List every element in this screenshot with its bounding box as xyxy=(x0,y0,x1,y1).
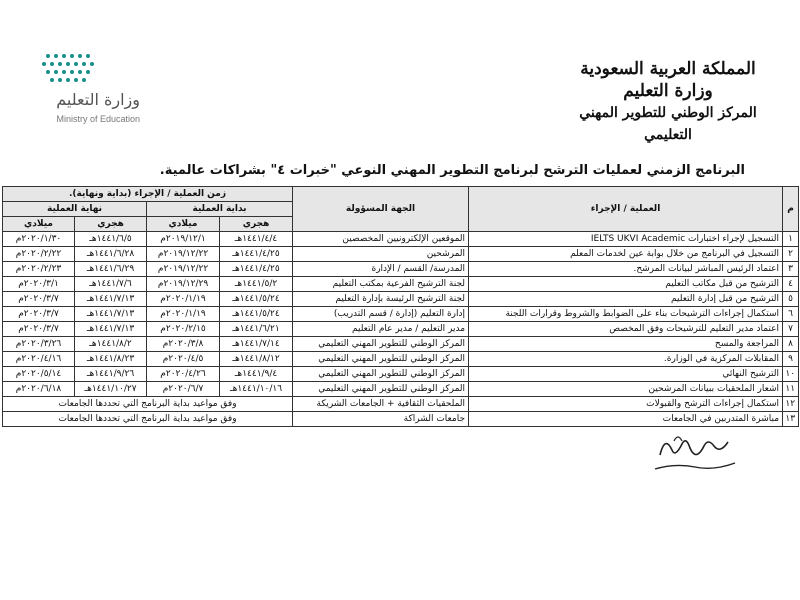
schedule-body xyxy=(3,232,799,427)
row-end-hijri: ١٤٤١/٧/١٣هـ xyxy=(75,292,147,307)
ministry-logo-english: Ministry of Education xyxy=(56,114,140,124)
header-action: العملية / الإجراء xyxy=(469,187,783,232)
row-end-gregorian: ٢٠٢٠/٣/٧م xyxy=(3,292,75,307)
row-responsible: المرشحين xyxy=(293,247,469,262)
header-num: م xyxy=(783,187,799,232)
row-responsible: المدرسة/ القسم / الإدارة xyxy=(293,262,469,277)
row-responsible: لجنة الترشيح الرئيسة بإدارة التعليم xyxy=(293,292,469,307)
row-action: الترشيح من قبل مكاتب التعليم xyxy=(469,277,783,292)
row-action: الترشيح النهائي xyxy=(469,367,783,382)
document-header xyxy=(0,0,800,150)
row-start-gregorian: ٢٠٢٠/٢/١٥م xyxy=(147,322,220,337)
table-row xyxy=(3,352,799,367)
row-num: ١١ xyxy=(783,382,799,397)
row-start-gregorian: ٢٠٢٠/٦/٧م xyxy=(147,382,220,397)
row-responsible: إدارة التعليم (إدارة / قسم التدريب) xyxy=(293,307,469,322)
row-end-gregorian: ٢٠٢٠/٣/١م xyxy=(3,277,75,292)
row-start-hijri: ١٤٤١/٤/٢٥هـ xyxy=(220,262,293,277)
row-num: ١٠ xyxy=(783,367,799,382)
row-timing-note: وفق مواعيد بداية البرنامج التي تحددها الجامعات xyxy=(3,412,293,427)
row-responsible: الملحقيات الثقافية + الجامعات الشريكة xyxy=(293,397,469,412)
row-end-gregorian: ٢٠٢٠/١/٣٠م xyxy=(3,232,75,247)
ministry-name: وزارة التعليم xyxy=(623,81,713,101)
table-row xyxy=(3,277,799,292)
row-end-hijri: ١٤٤١/٦/٢٨هـ xyxy=(75,247,147,262)
row-action: استكمال إجراءات الترشيحات بناء على الضوابط والشروط وقرارات اللجنة xyxy=(469,307,783,322)
row-responsible: المركز الوطني للتطوير المهني التعليمي xyxy=(293,367,469,382)
row-end-hijri: ١٤٤١/٨/٢٣هـ xyxy=(75,352,147,367)
table-row xyxy=(3,322,799,337)
table-row xyxy=(3,292,799,307)
table-row xyxy=(3,397,799,412)
row-responsible: مدير التعليم / مدير عام التعليم xyxy=(293,322,469,337)
row-timing-note: وفق مواعيد بداية البرنامج التي تحددها الجامعات xyxy=(3,397,293,412)
row-end-gregorian: ٢٠٢٠/٣/٧م xyxy=(3,322,75,337)
row-end-hijri: ١٤٤١/٦/٥هـ xyxy=(75,232,147,247)
row-action: المقابلات المركزية في الوزارة. xyxy=(469,352,783,367)
header-responsible: الجهة المسؤولة xyxy=(293,187,469,232)
ministry-logo-arabic: وزارة التعليم xyxy=(56,90,140,109)
row-start-gregorian: ٢٠١٩/١٢/٢٢م xyxy=(147,247,220,262)
table-row xyxy=(3,337,799,352)
header-end-gregorian: ميلادي xyxy=(3,217,75,232)
row-end-gregorian: ٢٠٢٠/٣/٢٦م xyxy=(3,337,75,352)
row-responsible: المركز الوطني للتطوير المهني التعليمي xyxy=(293,337,469,352)
row-action: الترشيح من قبل إدارة التعليم xyxy=(469,292,783,307)
row-end-gregorian: ٢٠٢٠/٦/١٨م xyxy=(3,382,75,397)
row-start-hijri: ١٤٤١/٤/٤هـ xyxy=(220,232,293,247)
row-start-gregorian: ٢٠١٩/١٢/١م xyxy=(147,232,220,247)
row-end-hijri: ١٤٤١/٩/٢٦هـ xyxy=(75,367,147,382)
row-num: ٥ xyxy=(783,292,799,307)
row-action: المراجعة والمسح xyxy=(469,337,783,352)
row-num: ٦ xyxy=(783,307,799,322)
row-end-hijri: ١٤٤١/٧/١٣هـ xyxy=(75,307,147,322)
row-start-hijri: ١٤٤١/٧/١٤هـ xyxy=(220,337,293,352)
table-row xyxy=(3,232,799,247)
row-num: ٣ xyxy=(783,262,799,277)
schedule-table xyxy=(2,186,799,427)
row-end-hijri: ١٤٤١/٨/٢هـ xyxy=(75,337,147,352)
row-end-gregorian: ٢٠٢٠/٢/٢٢م xyxy=(3,247,75,262)
row-action: اعتماد مدير التعليم للترشيحات وفق المخصص xyxy=(469,322,783,337)
row-start-hijri: ١٤٤١/٨/١٢هـ xyxy=(220,352,293,367)
table-row xyxy=(3,247,799,262)
row-end-gregorian: ٢٠٢٠/٣/٧م xyxy=(3,307,75,322)
row-action: مباشرة المتدربين في الجامعات xyxy=(469,412,783,427)
row-start-hijri: ١٤٤١/٤/٢٥هـ xyxy=(220,247,293,262)
row-num: ١٣ xyxy=(783,412,799,427)
table-row xyxy=(3,367,799,382)
kingdom-name: المملكة العربية السعودية xyxy=(580,59,756,79)
header-start-hijri: هجري xyxy=(220,217,293,232)
row-end-hijri: ١٤٤١/١٠/٢٧هـ xyxy=(75,382,147,397)
row-responsible: المركز الوطني للتطوير المهني التعليمي xyxy=(293,352,469,367)
header-end-hijri: هجري xyxy=(75,217,147,232)
row-action: التسجيل في البرنامج من خلال بوابة عين لخدمات المعلم xyxy=(469,247,783,262)
header-time: زمن العملية / الإجراء (بداية ونهاية). xyxy=(3,187,293,202)
header-start-gregorian: ميلادي xyxy=(147,217,220,232)
row-start-gregorian: ٢٠٢٠/٣/٨م xyxy=(147,337,220,352)
row-action: استكمال إجراءات الترشح والقبولات xyxy=(469,397,783,412)
table-row xyxy=(3,262,799,277)
row-start-hijri: ١٤٤١/٥/٢٤هـ xyxy=(220,307,293,322)
row-start-gregorian: ٢٠٢٠/٤/٢٦م xyxy=(147,367,220,382)
table-row xyxy=(3,307,799,322)
row-start-hijri: ١٤٤١/٦/٢١هـ xyxy=(220,322,293,337)
row-responsible: المركز الوطني للتطوير المهني التعليمي xyxy=(293,382,469,397)
row-start-hijri: ١٤٤١/٥/٢٤هـ xyxy=(220,292,293,307)
row-start-gregorian: ٢٠٢٠/١/١٩م xyxy=(147,292,220,307)
row-end-gregorian: ٢٠٢٠/٤/١٦م xyxy=(3,352,75,367)
row-num: ١ xyxy=(783,232,799,247)
row-start-gregorian: ٢٠١٩/١٢/٢٩م xyxy=(147,277,220,292)
table-row xyxy=(3,382,799,397)
row-num: ٨ xyxy=(783,337,799,352)
row-start-hijri: ١٤٤١/٥/٢هـ xyxy=(220,277,293,292)
row-responsible: جامعات الشراكة xyxy=(293,412,469,427)
row-responsible: الموقعين الإلكترونيين المخصصين xyxy=(293,232,469,247)
header-end: نهاية العملية xyxy=(3,202,147,217)
ministry-logo xyxy=(30,52,140,137)
header-start: بداية العملية xyxy=(147,202,293,217)
row-end-hijri: ١٤٤١/٦/٢٩هـ xyxy=(75,262,147,277)
row-num: ٢ xyxy=(783,247,799,262)
row-start-gregorian: ٢٠٢٠/٤/٥م xyxy=(147,352,220,367)
row-num: ٤ xyxy=(783,277,799,292)
row-start-hijri: ١٤٤١/٩/٤هـ xyxy=(220,367,293,382)
row-num: ١٢ xyxy=(783,397,799,412)
center-name: المركز الوطني للتطوير المهني التعليمي xyxy=(579,105,757,143)
row-num: ٩ xyxy=(783,352,799,367)
signature-icon xyxy=(640,425,750,485)
row-responsible: لجنة الترشيح الفرعية بمكتب التعليم xyxy=(293,277,469,292)
letterhead xyxy=(558,58,778,146)
row-end-hijri: ١٤٤١/٧/٦هـ xyxy=(75,277,147,292)
row-action: اشعار الملحقيات ببيانات المرشحين xyxy=(469,382,783,397)
ministry-logo-mark-icon xyxy=(38,52,98,88)
row-end-gregorian: ٢٠٢٠/٢/٢٣م xyxy=(3,262,75,277)
row-num: ٧ xyxy=(783,322,799,337)
row-end-gregorian: ٢٠٢٠/٥/١٤م xyxy=(3,367,75,382)
row-action: اعتماد الرئيس المباشر لبيانات المرشح. xyxy=(469,262,783,277)
row-start-gregorian: ٢٠٢٠/١/١٩م xyxy=(147,307,220,322)
row-action: التسجيل لإجراء اختبارات IELTS UKVI Academic xyxy=(469,232,783,247)
row-end-hijri: ١٤٤١/٧/١٣هـ xyxy=(75,322,147,337)
row-start-gregorian: ٢٠١٩/١٢/٢٢م xyxy=(147,262,220,277)
document-title: البرنامج الزمني لعمليات الترشح لبرنامج التطوير المهني النوعي "خبرات ٤" بشراكات عالمية. xyxy=(159,163,745,178)
row-start-hijri: ١٤٤١/١٠/١٦هـ xyxy=(220,382,293,397)
